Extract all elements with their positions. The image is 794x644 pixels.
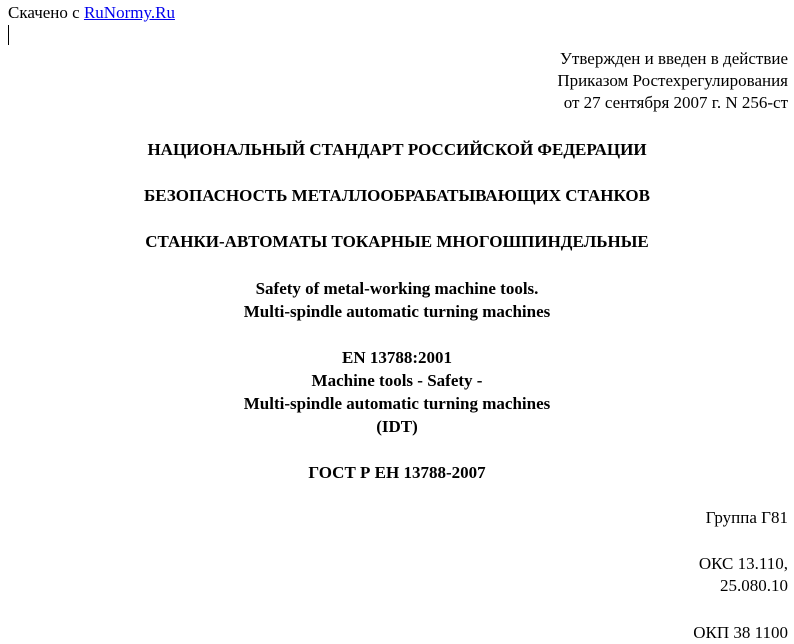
oks-line-1: ОКС 13.110, <box>698 554 788 573</box>
english-title-line-2: Multi-spindle automatic turning machines <box>243 302 551 321</box>
english-title-line-1: Safety of metal-working machine tools. <box>255 279 539 298</box>
okp-label: ОКП 38 1100 <box>693 623 788 642</box>
source-line <box>8 3 175 23</box>
english-title <box>0 277 794 323</box>
oks-block <box>699 553 788 597</box>
en-standard-line-2: Multi-spindle automatic turning machines <box>243 394 551 413</box>
source-prefix: Скачено с <box>8 3 80 22</box>
en-standard-line-1: Machine tools - Safety - <box>311 371 483 390</box>
oks-line-2: 25.080.10 <box>720 576 788 595</box>
en-standard-line-3: (IDT) <box>376 417 418 436</box>
en-standard-code: EN 13788:2001 <box>341 348 453 367</box>
en-standard-block <box>0 346 794 438</box>
machines-heading: СТАНКИ-АВТОМАТЫ ТОКАРНЫЕ МНОГОШПИНДЕЛЬНЫЕ <box>145 232 649 251</box>
safety-heading: БЕЗОПАСНОСТЬ МЕТАЛЛООБРАБАТЫВАЮЩИХ СТАНКОВ <box>144 186 650 205</box>
approval-line-2: Приказом Ростехрегулирования <box>557 71 788 90</box>
text-cursor <box>8 25 9 45</box>
national-standard-heading: НАЦИОНАЛЬНЫЙ СТАНДАРТ РОССИЙСКОЙ ФЕДЕРАЦИИ <box>147 140 647 159</box>
approval-block <box>557 48 788 114</box>
gost-designation: ГОСТ Р ЕН 13788-2007 <box>308 463 486 482</box>
runormy-link[interactable]: RuNormy.Ru <box>83 3 175 22</box>
approval-line-1: Утвержден и введен в действие <box>559 49 788 68</box>
group-label: Группа Г81 <box>705 508 788 527</box>
approval-line-3: от 27 сентября 2007 г. N 256-ст <box>563 93 788 112</box>
